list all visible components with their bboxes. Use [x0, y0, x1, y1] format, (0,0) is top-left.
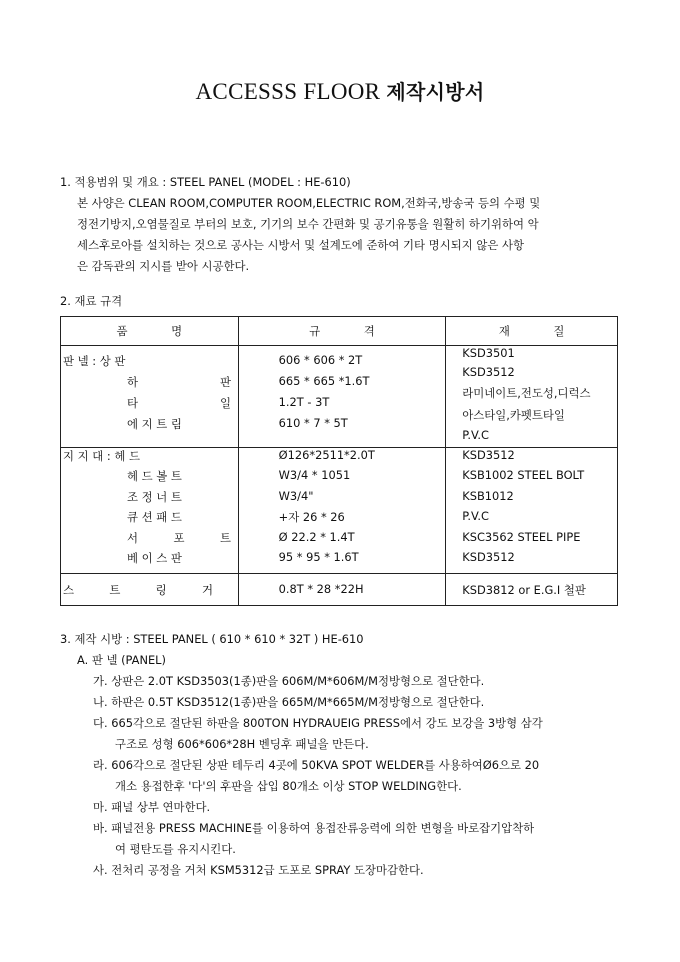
material-value: 아스타일,카펫트타일 [462, 408, 565, 422]
material-value: KSC3562 STEEL PIPE [462, 530, 581, 544]
material-spec-table [60, 316, 618, 606]
spec-value: 665 * 665 *1.6T [278, 374, 370, 388]
item-name: 하 판 [127, 375, 231, 389]
spec-value: 1.2T - 3T [278, 395, 330, 409]
item-name: 타 일 [127, 396, 231, 410]
material-value: KSB1012 [462, 489, 514, 503]
title-korean: 제작시방서 [386, 80, 485, 104]
names-cell [61, 448, 239, 574]
material-value: 라미네이트,전도성,디럭스 [462, 386, 591, 400]
spec-value: Ø126*2511*2.0T [278, 448, 375, 462]
section3-item: 가. 상판은 2.0T KSD3503(1종)판을 606M/M*606M/M정방형으로 절단한다. [93, 674, 485, 688]
section1-line: 세스후로아를 설치하는 것으로 공사는 시방서 및 설계도에 준하여 기타 명시되지 않은 사항 [77, 238, 524, 252]
section3-item: 여 평탄도를 유지시킨다. [115, 842, 236, 856]
table-row [61, 448, 618, 574]
section3-item: 바. 패널전용 PRESS MACHINE를 이용하여 용접잔류응력에 의한 변형을 바로잡기압착하 [93, 821, 535, 835]
header-material: 재 질 [446, 317, 618, 346]
materials-cell [446, 574, 618, 606]
section3-item: 마. 패널 상부 연마한다. [93, 800, 211, 814]
section3-item: 라. 606각으로 절단된 상판 테두리 4곳에 50KVA SPOT WELDER를 사용하여Ø6으로 20 [93, 758, 540, 772]
spec-value: Ø 22.2 * 1.4T [278, 530, 355, 544]
material-value: KSD3501 [462, 346, 515, 360]
table-row [61, 574, 618, 606]
table-header-row [61, 317, 618, 346]
document-title [0, 76, 680, 105]
section2-heading: 2. 재료 규격 [60, 294, 123, 308]
specs-cell [238, 448, 446, 574]
material-value: KSB1002 STEEL BOLT [462, 468, 585, 482]
specs-cell [238, 346, 446, 448]
item-name: 서 포 트 [127, 531, 231, 545]
spec-value: 0.8T * 28 *22H [278, 582, 364, 596]
material-value: P.V.C [462, 509, 489, 523]
spec-value: W3/4" [278, 489, 314, 503]
spec-value: 95 * 95 * 1.6T [278, 550, 359, 564]
item-name: 큐 션 패 드 [127, 510, 182, 524]
spec-value: 606 * 606 * 2T [278, 353, 363, 367]
header-spec: 규 격 [238, 317, 446, 346]
material-value: KSD3512 [462, 448, 515, 462]
section3-item: 나. 하판은 0.5T KSD3512(1종)판을 665M/M*665M/M정방형으로 절단한다. [93, 695, 485, 709]
section1-heading: 1. 적용범위 및 개요 : STEEL PANEL (MODEL : HE-610) [60, 175, 351, 189]
section3-item: 개소 용접한후 '다'의 후판을 삽입 80개소 이상 STOP WELDING한다. [115, 779, 462, 793]
spec-value: W3/4 * 1051 [278, 468, 351, 482]
section3-item: 구조로 성형 606*606*28H 벤딩후 패널을 만든다. [115, 737, 369, 751]
names-cell [61, 574, 239, 606]
item-name: 베 이 스 판 [127, 551, 182, 565]
materials-cell [446, 346, 618, 448]
item-name: 판 넬 : 상 판 [63, 354, 126, 368]
material-value: P.V.C [462, 428, 489, 442]
table-row [61, 346, 618, 448]
item-name: 에 지 트 림 [127, 417, 182, 431]
material-value: KSD3512 [462, 365, 515, 379]
spec-value: +자 26 * 26 [278, 510, 345, 524]
material-value: KSD3512 [462, 550, 515, 564]
item-name: 헤 드 볼 트 [127, 469, 182, 483]
section3-item: 다. 665각으로 절단된 하판을 800TON HYDRAUEIG PRESS에서 강도 보강을 3방형 삼각 [93, 716, 543, 730]
item-name: 조 정 너 트 [127, 490, 182, 504]
materials-cell [446, 448, 618, 574]
section3-heading: 3. 제작 시방 : STEEL PANEL ( 610 * 610 * 32T ) HE-610 [60, 632, 364, 646]
section3-item: 사. 전처리 공정을 거처 KSM5312급 도포로 SPRAY 도장마감한다. [93, 863, 424, 877]
item-name: 지 지 대 : 헤 드 [63, 449, 140, 463]
material-value: KSD3812 or E.G.I 철판 [462, 583, 586, 597]
section3-subheading: A. 판 넬 (PANEL) [77, 653, 166, 667]
item-name: 스 트 링 거 [63, 583, 213, 597]
header-item-name: 품 명 [61, 317, 239, 346]
title-english: ACCESSS FLOOR [195, 79, 381, 104]
spec-value: 610 * 7 * 5T [278, 416, 348, 430]
section1-line: 은 감독관의 지시를 받아 시공한다. [77, 259, 250, 273]
names-cell [61, 346, 239, 448]
section1-line: 정전기방지,오염물질로 부터의 보호, 기기의 보수 간편화 및 공기유통을 원활히 하기위하여 악 [77, 217, 539, 231]
specs-cell [238, 574, 446, 606]
section1-line: 본 사양은 CLEAN ROOM,COMPUTER ROOM,ELECTRIC ROM,전화국,방송국 등의 수평 및 [77, 196, 541, 210]
